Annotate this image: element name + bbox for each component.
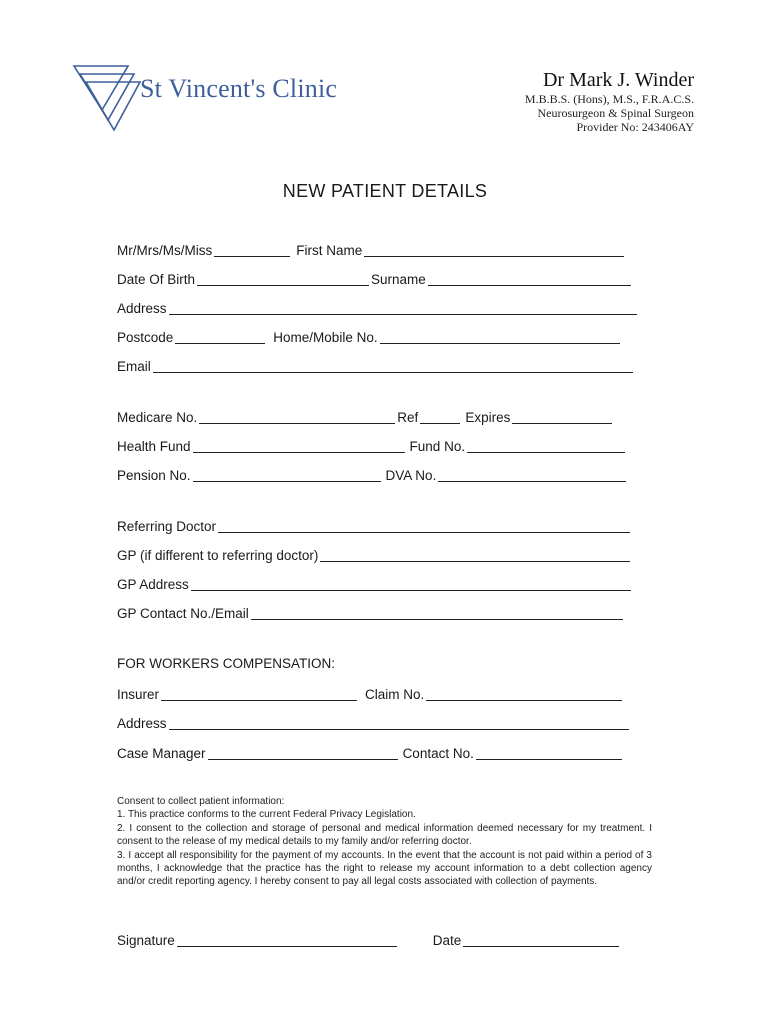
row-pension <box>117 465 652 485</box>
page-title: NEW PATIENT DETAILS <box>282 181 488 201</box>
claim-no-field[interactable] <box>426 688 622 701</box>
workers-comp-heading: FOR WORKERS COMPENSATION: <box>117 656 336 671</box>
medicare-label: Medicare No. <box>117 410 198 425</box>
health-fund-field[interactable] <box>193 440 405 453</box>
referring-doctor-label: Referring Doctor <box>117 519 217 534</box>
first-name-field[interactable] <box>364 244 624 257</box>
surname-label: Surname <box>371 272 426 287</box>
row-gp-address <box>117 574 652 594</box>
doctor-name: Dr Mark J. Winder <box>542 69 694 91</box>
date-label: Date <box>432 933 462 948</box>
provider-number: Provider No: 243406AY <box>576 120 694 134</box>
specialty: Neurosurgeon & Spinal Surgeon <box>537 106 694 120</box>
row-dob <box>117 269 652 289</box>
row-referring-doctor <box>117 516 652 536</box>
row-insurer <box>117 684 652 704</box>
consent-item-3: 3. I accept all responsibility for the payment of my accounts. In the event that the account is not paid within a period of 3 months, I acknowledge that the practice has the right to release my account information to a debt collection agency and/or credit reporting agency. I hereby consent to pay all legal costs associated with collection of payments. <box>117 849 652 888</box>
title-label: Mr/Mrs/Ms/Miss <box>117 243 213 258</box>
dob-label: Date Of Birth <box>117 272 196 287</box>
ref-field[interactable] <box>420 411 460 424</box>
insurer-label: Insurer <box>117 687 160 702</box>
row-signature <box>117 930 652 950</box>
gp-contact-field[interactable] <box>251 607 623 620</box>
contact-no-field[interactable] <box>476 747 622 760</box>
first-name-label: First Name <box>296 243 363 258</box>
qualifications: M.B.B.S. (Hons), M.S., F.R.A.C.S. <box>524 92 694 106</box>
gp-label: GP (if different to referring doctor) <box>117 548 319 563</box>
consent-item-2: 2. I consent to the collection and storage of personal and medical information deemed necessary for my treatment. I consent to the release of my medical details to my family and/or referring doctor. <box>117 822 652 848</box>
row-wc-address <box>117 713 652 733</box>
referring-doctor-field[interactable] <box>218 520 630 533</box>
dva-field[interactable] <box>438 469 626 482</box>
signature-label: Signature <box>117 933 175 948</box>
row-email <box>117 356 652 376</box>
dva-label: DVA No. <box>385 468 437 483</box>
ref-label: Ref <box>397 410 419 425</box>
email-field[interactable] <box>153 360 633 373</box>
email-label: Email <box>117 359 151 374</box>
row-medicare <box>117 407 652 427</box>
pension-field[interactable] <box>193 469 381 482</box>
gp-address-field[interactable] <box>191 578 631 591</box>
phone-field[interactable] <box>380 331 620 344</box>
row-case-manager <box>117 743 652 763</box>
row-health-fund <box>117 436 652 456</box>
fund-no-label: Fund No. <box>409 439 466 454</box>
gp-contact-label: GP Contact No./Email <box>117 606 249 621</box>
signature-field[interactable] <box>177 934 397 947</box>
row-address <box>117 298 652 318</box>
row-name <box>117 240 652 260</box>
phone-label: Home/Mobile No. <box>273 330 378 345</box>
address-field[interactable] <box>169 302 637 315</box>
row-gp-contact <box>117 603 652 623</box>
consent-block <box>117 795 652 889</box>
fund-no-field[interactable] <box>467 440 625 453</box>
clinic-name: St Vincent's Clinic <box>140 74 338 103</box>
address-label: Address <box>117 301 167 316</box>
consent-heading: Consent to collect patient information: <box>117 796 285 807</box>
medicare-field[interactable] <box>199 411 395 424</box>
case-manager-label: Case Manager <box>117 746 206 761</box>
postcode-field[interactable] <box>175 331 265 344</box>
date-field[interactable] <box>463 934 619 947</box>
wc-address-field[interactable] <box>169 717 629 730</box>
row-gp <box>117 545 652 565</box>
gp-field[interactable] <box>320 549 630 562</box>
consent-item-1: 1. This practice conforms to the current Federal Privacy Legislation. <box>117 809 416 821</box>
wc-address-label: Address <box>117 716 167 731</box>
doctor-details <box>525 68 694 134</box>
insurer-field[interactable] <box>161 688 357 701</box>
title-field[interactable] <box>214 244 290 257</box>
clinic-logo <box>72 64 142 136</box>
case-manager-field[interactable] <box>208 747 398 760</box>
claim-no-label: Claim No. <box>365 687 425 702</box>
dob-field[interactable] <box>197 273 369 286</box>
postcode-label: Postcode <box>117 330 174 345</box>
row-postcode <box>117 327 652 347</box>
expires-field[interactable] <box>512 411 612 424</box>
gp-address-label: GP Address <box>117 577 189 592</box>
contact-no-label: Contact No. <box>402 746 474 761</box>
health-fund-label: Health Fund <box>117 439 191 454</box>
expires-label: Expires <box>465 410 511 425</box>
surname-field[interactable] <box>428 273 631 286</box>
pension-label: Pension No. <box>117 468 191 483</box>
